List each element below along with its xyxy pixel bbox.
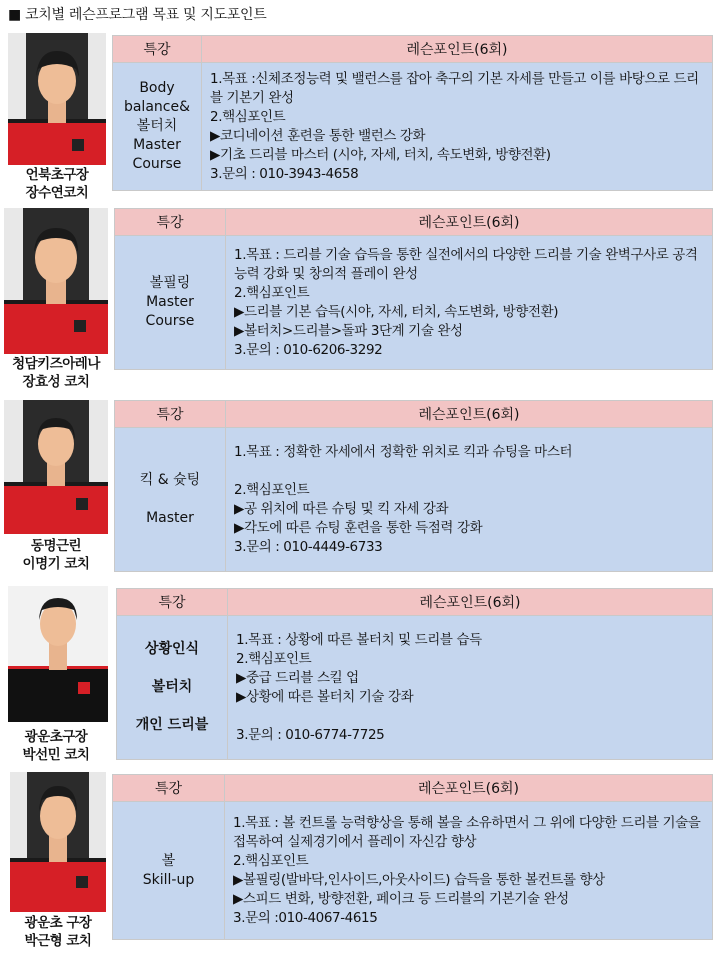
header-lesson-points: 레슨포인트(6회) — [228, 589, 713, 616]
coach-photo — [8, 33, 106, 165]
lesson-table — [114, 400, 713, 572]
header-special: 특강 — [115, 209, 226, 236]
lesson-points: 1.목표 : 상황에 따른 볼터치 및 드리블 습득 2.핵심포인트 ▶중급 드리블 스킬 업 ▶상황에 따른 볼터치 기술 강좌 3.문의 : 010-6774-7725 — [228, 616, 713, 760]
coach-name: 광운초 구장 박근형 코치 — [24, 915, 92, 949]
coach-photo — [8, 586, 108, 722]
coach-photo — [4, 400, 108, 534]
lesson-points: 1.목표 : 볼 컨트롤 능력향상을 통해 볼을 소유하면서 그 위에 다양한 드리블 기술을 접목하여 실제경기에서 플레이 자신감 향상 2.핵심포인트 ▶볼필링(발바닥,인사이드,아웃사이드) 습득을 통한 볼컨트롤 향상 ▶스피드 변화, 방향전환, 페이크 등 드리블의 기본기술 완성 3.문의 :010-4067-4615 — [225, 802, 713, 940]
lesson-points: 1.목표 : 정확한 자세에서 정확한 위치로 킥과 슈팅을 마스터 2.핵심포인트 ▶공 위치에 따른 슈팅 및 킥 자세 강좌 ▶각도에 따른 슈팅 훈련을 통한 득점력 강화 3.문의 : 010-4449-6733 — [226, 428, 713, 572]
coach-name: 청담키즈아레나 장효성 코치 — [12, 356, 100, 390]
header-lesson-points: 레슨포인트(6회) — [226, 401, 713, 428]
coach-photo — [4, 208, 108, 354]
course-name: Body balance& 볼터치 Master Course — [113, 63, 202, 191]
coach-name: 광운초구장 박선민 코치 — [22, 729, 90, 763]
header-lesson-points: 레슨포인트(6회) — [225, 775, 713, 802]
course-name: 상황인식 볼터치 개인 드리블 — [117, 616, 228, 760]
coach-name: 동명근린 이명기 코치 — [22, 538, 90, 572]
lesson-table — [112, 35, 713, 191]
lesson-points: 1.목표 :신체조정능력 및 밸런스를 잡아 축구의 기본 자세를 만들고 이를 바탕으로 드리블 기본기 완성 2.핵심포인트 ▶코디네이션 훈련을 통한 밸런스 강화 ▶기초 드리블 마스터 (시야, 자세, 터치, 속도변화, 방향전환) 3.문의 : 010-3943-4658 — [202, 63, 713, 191]
course-name: 볼필링 Master Course — [115, 236, 226, 370]
page-title: ■ 코치별 레슨프로그램 목표 및 지도포인트 — [8, 7, 267, 23]
coach-name: 언북초구장 장수연코치 — [25, 167, 89, 201]
lesson-table — [114, 208, 713, 370]
course-name: 볼 Skill-up — [113, 802, 225, 940]
header-special: 특강 — [117, 589, 228, 616]
header-special: 특강 — [113, 36, 202, 63]
lesson-points: 1.목표 : 드리블 기술 습득을 통한 실전에서의 다양한 드리블 기술 완벽구사로 공격능력 강화 및 창의적 플레이 완성 2.핵심포인트 ▶드리블 기본 습득(시야, 자세, 터치, 속도변화, 방향전환) ▶볼터치>드리블>돌파 3단계 기술 완성 3.문의 : 010-6206-3292 — [226, 236, 713, 370]
header-lesson-points: 레슨포인트(6회) — [202, 36, 713, 63]
lesson-table — [112, 774, 713, 940]
lesson-table — [116, 588, 713, 760]
header-special: 특강 — [113, 775, 225, 802]
coach-photo — [10, 772, 106, 912]
header-lesson-points: 레슨포인트(6회) — [226, 209, 713, 236]
course-name: 킥 & 슛팅 Master — [115, 428, 226, 572]
header-special: 특강 — [115, 401, 226, 428]
